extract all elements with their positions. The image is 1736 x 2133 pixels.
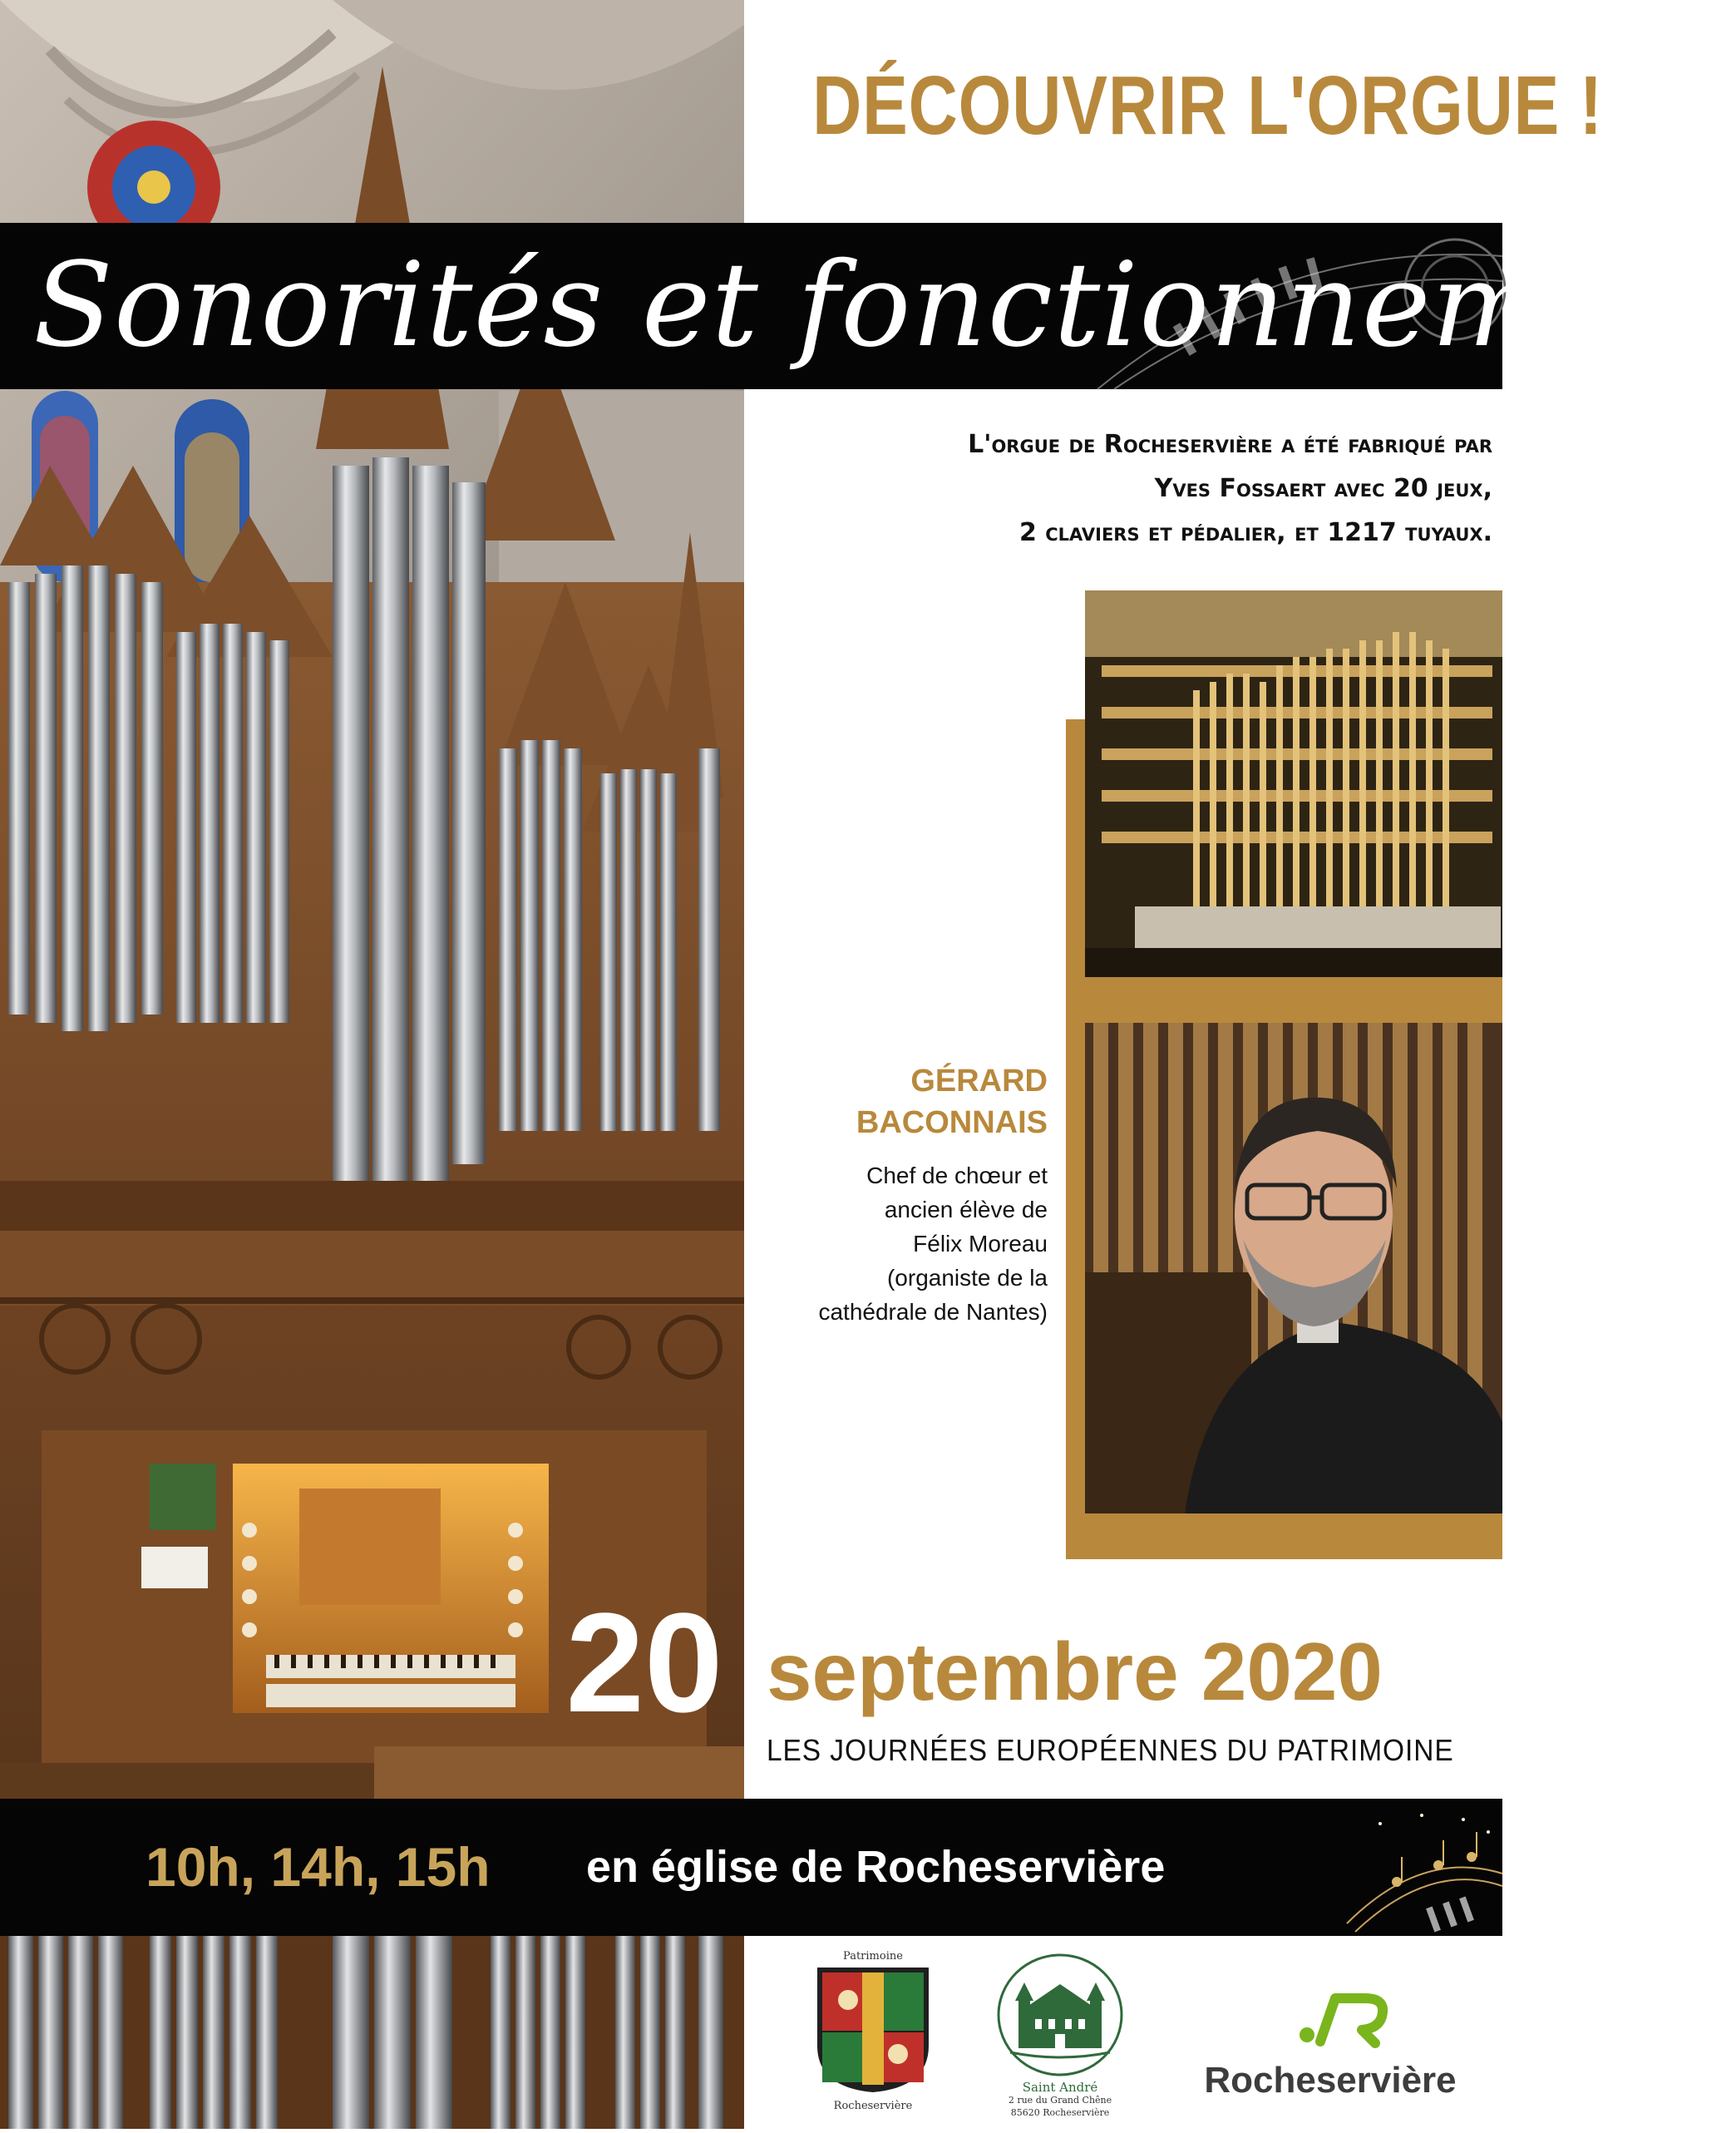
- event-day: 20: [565, 1584, 723, 1742]
- event-month-year: septembre 2020: [767, 1626, 1383, 1717]
- saint-andre-logo: [994, 1953, 1127, 2127]
- description-line: Yves Fossaert avec 20 jeux,: [1154, 474, 1492, 503]
- performer-photo: [1085, 1023, 1502, 1513]
- bottom-pipes-photo: [0, 1936, 744, 2129]
- organ-description: [769, 422, 1492, 555]
- commune-r-logo: [1172, 1983, 1488, 2058]
- commune-name: Rocheservière: [1204, 2060, 1457, 2101]
- event-name: LES JOURNÉES EUROPÉENNES DU PATRIMOINE: [767, 1733, 1454, 1767]
- patrimoine-logo-top-text: Patrimoine: [843, 1950, 903, 1963]
- saint-andre-address1: 2 rue du Grand Chêne: [1008, 2095, 1112, 2106]
- bio-line: ancien élève de: [884, 1197, 1048, 1222]
- pipes-photo: [1085, 590, 1502, 977]
- bio-line: Chef de chœur et: [866, 1163, 1048, 1188]
- description-line: L'orgue de Rocheservière a été fabriqué par: [968, 430, 1492, 459]
- performer-name-line: BACONNAIS: [856, 1105, 1048, 1140]
- performer-bio: [732, 1158, 1048, 1329]
- bio-line: Félix Moreau: [913, 1231, 1048, 1257]
- page-subtitle: Sonorités et fonctionnement: [33, 238, 1736, 373]
- saint-andre-name: Saint André: [1022, 2080, 1098, 2095]
- description-line: 2 claviers et pédalier, et 1217 tuyaux.: [1018, 518, 1492, 547]
- bio-line: cathédrale de Nantes): [818, 1299, 1048, 1325]
- bio-line: (organiste de la: [886, 1265, 1048, 1291]
- music-notes-decor: [1347, 1799, 1502, 1936]
- performer-info: [732, 1060, 1048, 1329]
- patrimoine-logo: [811, 1950, 935, 2121]
- commune-logo: [1172, 1983, 1488, 2108]
- chateau-icon: [994, 1953, 1127, 2077]
- coat-of-arms-icon: [811, 1963, 935, 2096]
- event-location: en église de Rocheservière: [586, 1842, 1166, 1892]
- event-times: 10h, 14h, 15h: [145, 1836, 491, 1898]
- performer-name-line: GÉRARD: [910, 1064, 1048, 1099]
- page-title: DÉCOUVRIR L'ORGUE !: [812, 59, 1603, 152]
- saint-andre-address2: 85620 Rocheservière: [1010, 2107, 1110, 2118]
- performer-name: [732, 1060, 1048, 1143]
- patrimoine-logo-bottom-text: Rocheservière: [833, 2100, 913, 2112]
